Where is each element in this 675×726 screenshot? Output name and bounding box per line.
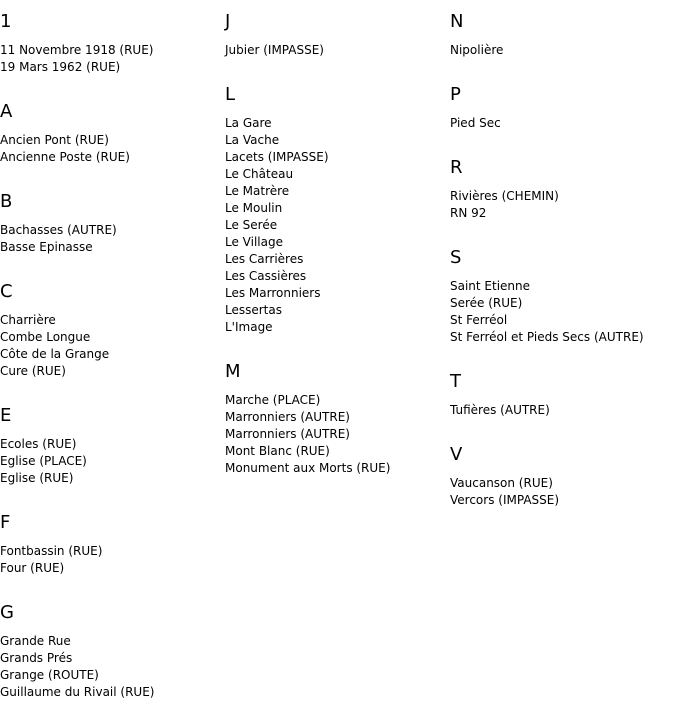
street-list: [0, 543, 225, 577]
street-list: [225, 42, 450, 59]
letter-group: [0, 602, 225, 701]
street-list: [225, 115, 450, 336]
street-entry: Les Marronniers: [225, 286, 321, 300]
street-entry: Ancien Pont (RUE): [0, 133, 109, 147]
street-entry: Four (RUE): [0, 561, 65, 575]
street-entry: La Gare: [225, 116, 272, 130]
street-list: [450, 188, 675, 222]
letter-group: [0, 281, 225, 380]
street-entry: Les Carrières: [225, 252, 304, 266]
street-entry: Bachasses (AUTRE): [0, 223, 117, 237]
letter-heading: A: [0, 101, 13, 122]
street-list: [450, 402, 675, 419]
street-entry: Nipolière: [450, 43, 504, 57]
letter-group: [0, 101, 225, 166]
letter-group: [0, 512, 225, 577]
street-entry: Pied Sec: [450, 116, 501, 130]
street-entry: Eglise (PLACE): [0, 454, 87, 468]
street-entry: Côte de la Grange: [0, 347, 110, 361]
letter-heading: 1: [0, 11, 12, 32]
letter-heading: J: [225, 11, 231, 32]
street-entry: Combe Longue: [0, 330, 91, 344]
street-index-column-2: [225, 0, 450, 502]
street-entry: Marche (PLACE): [225, 393, 321, 407]
street-entry: RN 92: [450, 206, 487, 220]
letter-heading: G: [0, 602, 14, 623]
street-entry: Marronniers (AUTRE): [225, 410, 350, 424]
letter-heading: M: [225, 361, 241, 382]
letter-heading: P: [450, 84, 461, 105]
street-entry: Rivières (CHEMIN): [450, 189, 559, 203]
street-entry: Le Matrère: [225, 184, 290, 198]
letter-group: [0, 405, 225, 487]
street-list: [450, 115, 675, 132]
street-entry: Cure (RUE): [0, 364, 66, 378]
street-entry: Grange (ROUTE): [0, 668, 99, 682]
letter-group: [450, 11, 675, 59]
street-entry: Tufières (AUTRE): [450, 403, 550, 417]
street-entry: Lacets (IMPASSE): [225, 150, 329, 164]
street-entry: Lessertas: [225, 303, 282, 317]
street-entry: Le Village: [225, 235, 283, 249]
street-entry: La Vache: [225, 133, 280, 147]
street-entry: Charrière: [0, 313, 56, 327]
letter-group: [450, 444, 675, 509]
street-list: [0, 633, 225, 701]
letter-group: [225, 84, 450, 336]
street-entry: Marronniers (AUTRE): [225, 427, 350, 441]
letter-heading: T: [450, 371, 461, 392]
street-entry: Le Serée: [225, 218, 278, 232]
street-entry: Saint Etienne: [450, 279, 531, 293]
street-entry: Guillaume du Rivail (RUE): [0, 685, 155, 699]
letter-group: [450, 84, 675, 132]
street-list: [225, 392, 450, 477]
street-entry: Grands Prés: [0, 651, 73, 665]
street-entry: 11 Novembre 1918 (RUE): [0, 43, 154, 57]
letter-heading: F: [0, 512, 11, 533]
street-list: [0, 312, 225, 380]
street-entry: Ecoles (RUE): [0, 437, 77, 451]
street-entry: St Ferréol et Pieds Secs (AUTRE): [450, 330, 644, 344]
street-list: [450, 42, 675, 59]
street-entry: Les Cassières: [225, 269, 307, 283]
street-index-column-3: [450, 0, 675, 534]
letter-heading: B: [0, 191, 13, 212]
street-list: [0, 436, 225, 487]
letter-heading: R: [450, 157, 463, 178]
street-list: [450, 278, 675, 346]
street-entry: Le Château: [225, 167, 294, 181]
street-index-column-1: [0, 0, 225, 726]
street-list: [0, 132, 225, 166]
street-entry: Mont Blanc (RUE): [225, 444, 330, 458]
street-entry: Serée (RUE): [450, 296, 523, 310]
letter-group: [225, 361, 450, 477]
letter-heading: V: [450, 444, 463, 465]
letter-heading: E: [0, 405, 12, 426]
letter-group: [450, 157, 675, 222]
street-entry: Monument aux Morts (RUE): [225, 461, 391, 475]
letter-group: [0, 11, 225, 76]
street-list: [0, 222, 225, 256]
street-entry: Grande Rue: [0, 634, 71, 648]
street-entry: St Ferréol: [450, 313, 508, 327]
street-entry: Vaucanson (RUE): [450, 476, 553, 490]
letter-group: [450, 371, 675, 419]
street-entry: Eglise (RUE): [0, 471, 74, 485]
letter-heading: C: [0, 281, 13, 302]
street-entry: Vercors (IMPASSE): [450, 493, 560, 507]
street-list: [0, 42, 225, 76]
street-entry: Ancienne Poste (RUE): [0, 150, 130, 164]
letter-heading: N: [450, 11, 464, 32]
letter-heading: S: [450, 247, 462, 268]
street-entry: 19 Mars 1962 (RUE): [0, 60, 121, 74]
letter-group: [0, 191, 225, 256]
letter-group: [225, 11, 450, 59]
letter-group: [450, 247, 675, 346]
street-list: [450, 475, 675, 509]
street-entry: Le Moulin: [225, 201, 283, 215]
street-entry: L'Image: [225, 320, 273, 334]
street-entry: Fontbassin (RUE): [0, 544, 103, 558]
street-entry: Basse Epinasse: [0, 240, 93, 254]
street-entry: Jubier (IMPASSE): [225, 43, 324, 57]
letter-heading: L: [225, 84, 236, 105]
